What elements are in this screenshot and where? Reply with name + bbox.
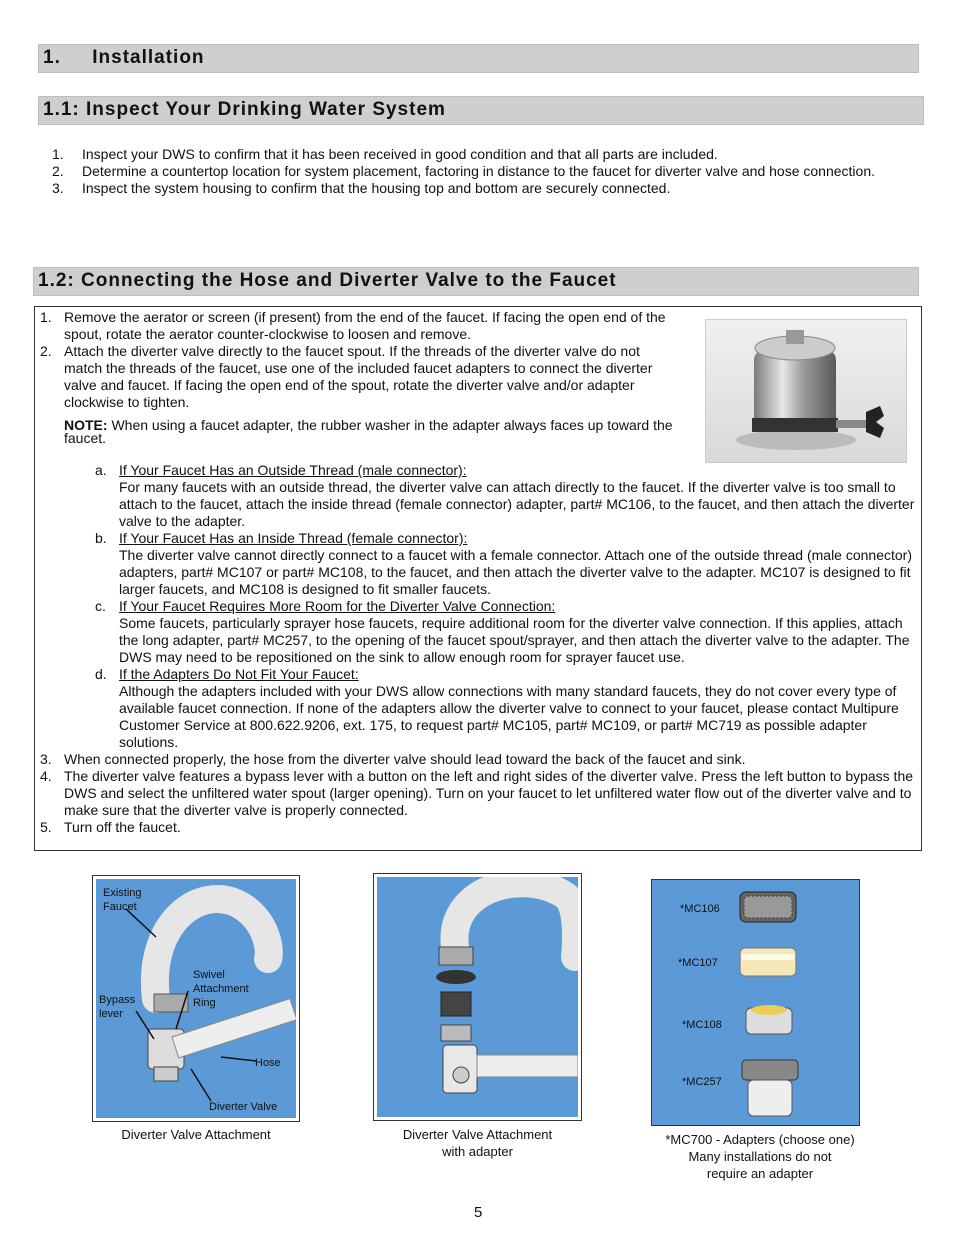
note-label: NOTE:	[64, 417, 108, 433]
label-diverter-valve: Diverter Valve	[209, 1101, 278, 1113]
list-number: 4.	[40, 768, 52, 784]
adapters-icon	[652, 880, 861, 1127]
dws-unit-icon	[706, 320, 906, 462]
list-text: Inspect your DWS to confirm that it has been received in good condition and that all parts are included.	[82, 146, 718, 162]
sub-heading: If the Adapters Do Not Fit Your Faucet:	[119, 666, 359, 682]
section-1-1-header	[38, 96, 924, 125]
sub-step-d	[95, 666, 915, 751]
label-bypass-lever: Bypass lever	[99, 994, 136, 1020]
section-1-1-list	[52, 146, 912, 197]
step-number: 1.	[40, 309, 52, 325]
list-number: 1.	[52, 146, 64, 162]
instructions-box	[34, 306, 922, 851]
label-swivel: Swivel Attachment Ring	[193, 969, 249, 1009]
figure-2-caption: Diverter Valve Attachment with adapter	[402, 1127, 553, 1159]
figure-3-caption: *MC700 - Adapters (choose one) Many installations do not require an adapter	[665, 1132, 855, 1181]
list-text: Determine a countertop location for system placement, factoring in distance to the faucet for diverter valve and hose connection.	[82, 163, 875, 179]
step-1	[40, 309, 680, 343]
sub-text: Although the adapters included with your DWS allow connections with many standard faucets, they do not cover every type of available faucet connection. If none of the adapters allow the diverter valve to connect to your faucet, please contact Multipure Customer Service at 800.622.9206, ext. 175, to request part# MC105, part# MC109, or part# MC719 as possible adapter solutions.	[119, 683, 899, 750]
figure-diverter-with-adapter	[373, 873, 582, 1121]
list-number: 3.	[40, 751, 52, 767]
sub-letter: c.	[95, 598, 106, 614]
step-2	[40, 343, 680, 411]
list-item	[52, 163, 912, 180]
sub-text: The diverter valve cannot directly connect to a faucet with a female connector. Attach one of the outside thread (male connector) adapters, part# MC107 or part# MC108, to the faucet, and then attach the diverter valve to the adapter. MC107 is designed to fit larger faucets, and MC108 is designed to fit smaller faucets.	[119, 547, 913, 597]
sub-step-b	[95, 530, 915, 598]
figure-1-caption: Diverter Valve Attachment	[121, 1127, 271, 1142]
sub-heading: If Your Faucet Requires More Room for the Diverter Valve Connection:	[119, 598, 556, 614]
sub-step-c	[95, 598, 915, 666]
section-1-1-title: 1.1: Inspect Your Drinking Water System	[43, 99, 446, 120]
figure-diverter-attachment	[92, 875, 300, 1122]
adapter-label: *MC108	[682, 1019, 722, 1031]
list-item	[52, 180, 912, 197]
dws-product-image	[705, 319, 907, 463]
list-text: Inspect the system housing to confirm that the housing top and bottom are securely connected.	[82, 180, 671, 196]
sub-letter: d.	[95, 666, 107, 682]
sub-heading: If Your Faucet Has an Inside Thread (female connector):	[119, 530, 468, 546]
sub-heading: If Your Faucet Has an Outside Thread (male connector):	[119, 462, 467, 478]
step-number: 2.	[40, 343, 52, 359]
sub-text: For many faucets with an outside thread, the diverter valve can attach directly to the faucet. If the diverter valve is too small to attach to the faucet, attach the inside thread (female connector) adapter, part# MC106, to the faucet, and then attach the diverter valve to the adapter.	[119, 479, 915, 529]
list-text: The diverter valve features a bypass lever with a button on the left and right sides of the diverter valve. Press the left button to bypass the DWS and select the unfiltered water spout (larger opening). Turn on your faucet to let unfiltered water flow out of the diverter valve and to make sure that the diverter valve is properly connected.	[64, 768, 914, 818]
list-number: 3.	[52, 180, 64, 196]
section-1-2-title: 1.2: Connecting the Hose and Diverter Valve to the Faucet	[38, 270, 617, 291]
sub-step-a	[95, 462, 915, 530]
list-text: When connected properly, the hose from the diverter valve should lead toward the back of the faucet and sink.	[64, 751, 746, 767]
list-number: 5.	[40, 819, 52, 835]
section-1-header	[38, 44, 919, 73]
adapter-label: *MC107	[678, 957, 718, 969]
step-text: Attach the diverter valve directly to the faucet spout. If the threads of the diverter valve do not match the threads of the faucet, use one of the included faucet adapters to connect the diverter valve and faucet. If facing the open end of the spout, rotate the diverter valve and/or adapter clockwise to tighten.	[64, 343, 653, 410]
list-item	[40, 768, 918, 819]
page-number: 5	[474, 1204, 483, 1221]
label-existing-faucet: Existing Faucet	[103, 887, 142, 913]
sub-letter: a.	[95, 462, 107, 478]
note-text: When using a faucet adapter, the rubber washer in the adapter always faces up toward the faucet.	[64, 417, 673, 446]
sub-text: Some faucets, particularly sprayer hose faucets, require additional room for the diverter valve connection. If this applies, attach the long adapter, part# MC257, to the opening of the faucet spout/sprayer, and then attach the diverter valve to the adapter. The DWS may need to be repositioned on the sink to allow enough room for sprayer faucet use.	[119, 615, 910, 665]
adapter-label: *MC106	[680, 903, 720, 915]
list-item	[40, 819, 918, 836]
section-1-2-header	[33, 267, 919, 296]
list-text: Turn off the faucet.	[64, 819, 181, 835]
figure-adapters	[651, 879, 860, 1126]
adapter-diagram-icon	[377, 877, 578, 1117]
step-text: Remove the aerator or screen (if present) from the end of the faucet. If facing the open end of the spout, rotate the aerator counter-clockwise to loosen and remove.	[64, 309, 666, 342]
list-number: 2.	[52, 163, 64, 179]
section-1-title: 1. Installation	[43, 47, 205, 68]
steps-after-list	[40, 751, 918, 836]
note	[64, 419, 684, 445]
label-hose: Hose	[255, 1057, 281, 1069]
list-item	[52, 146, 912, 163]
list-item	[40, 751, 918, 768]
adapter-label: *MC257	[682, 1076, 722, 1088]
sub-letter: b.	[95, 530, 107, 546]
